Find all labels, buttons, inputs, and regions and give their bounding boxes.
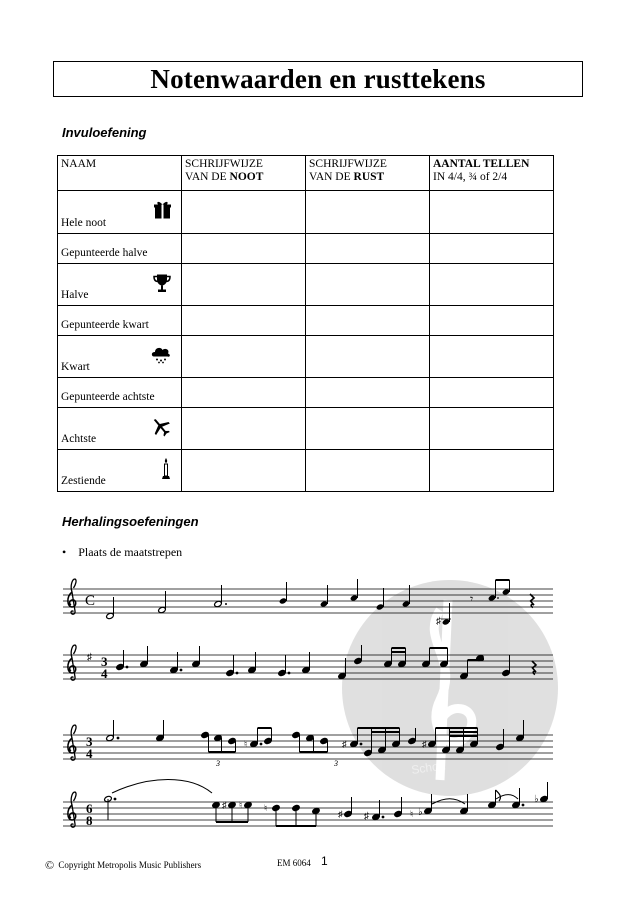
header-naam: NAAM (58, 156, 182, 191)
row-label: Kwart (61, 361, 90, 373)
svg-text:♯: ♯ (87, 652, 92, 663)
tuplet-number: 3 (334, 759, 338, 768)
edition-number: EM 6064 (277, 858, 311, 868)
svg-text:♯: ♯ (222, 800, 227, 810)
time-signature: C (85, 593, 96, 609)
svg-text:♮: ♮ (410, 809, 414, 819)
row-label: Zestiende (61, 475, 106, 487)
row-label: Gepunteerde halve (61, 247, 148, 259)
svg-text:♯: ♯ (338, 809, 343, 819)
time-signature: 8 (86, 813, 93, 828)
row-label: Achtste (61, 433, 97, 445)
svg-text:♮: ♮ (239, 800, 243, 810)
page-number: 1 (321, 854, 328, 868)
svg-text:♭: ♭ (534, 794, 539, 805)
svg-text:♯: ♯ (436, 616, 441, 627)
svg-text:♯: ♯ (364, 811, 369, 822)
row-label: Halve (61, 289, 89, 301)
svg-text:𝄾: 𝄾 (470, 592, 474, 606)
time-signature: 4 (86, 746, 93, 761)
row-label: Gepunteerde achtste (61, 391, 155, 403)
exercise-instruction: • Plaats de maatstrepen (62, 545, 183, 559)
svg-text:♮: ♮ (244, 739, 248, 749)
row-label: Gepunteerde kwart (61, 319, 149, 331)
time-signature: 3 (86, 734, 93, 749)
bullet-icon: • (62, 545, 67, 559)
time-signature: 3 (101, 654, 108, 669)
copyright-text: Copyright Metropolis Music Publishers (58, 860, 202, 870)
row-label: Hele noot (61, 217, 107, 229)
tuplet-number: 3 (216, 759, 220, 768)
svg-text:♯: ♯ (422, 739, 427, 749)
svg-text:♯: ♯ (342, 739, 347, 749)
page-title: Notenwaarden en rusttekens (150, 63, 486, 94)
watermark-text: Schott (410, 758, 447, 777)
header-tellen: AANTAL TELLEN IN 4/4, ¾ of 2/4 (430, 156, 554, 191)
footer (45, 854, 328, 873)
time-signature: 6 (86, 801, 93, 816)
section-heading-herhalingsoefeningen: Herhalingsoefeningen (62, 514, 199, 529)
svg-text:♭: ♭ (418, 807, 423, 818)
header-rust: SCHRIJFWIJZE VAN DE RUST (306, 156, 430, 191)
svg-text:♮: ♮ (264, 803, 268, 813)
header-noot: SCHRIJFWIJZE VAN DE NOOT (182, 156, 306, 191)
copyright-symbol: © (45, 858, 55, 872)
time-signature: 4 (101, 666, 108, 681)
section-heading-invuloefening: Invuloefening (62, 125, 147, 140)
